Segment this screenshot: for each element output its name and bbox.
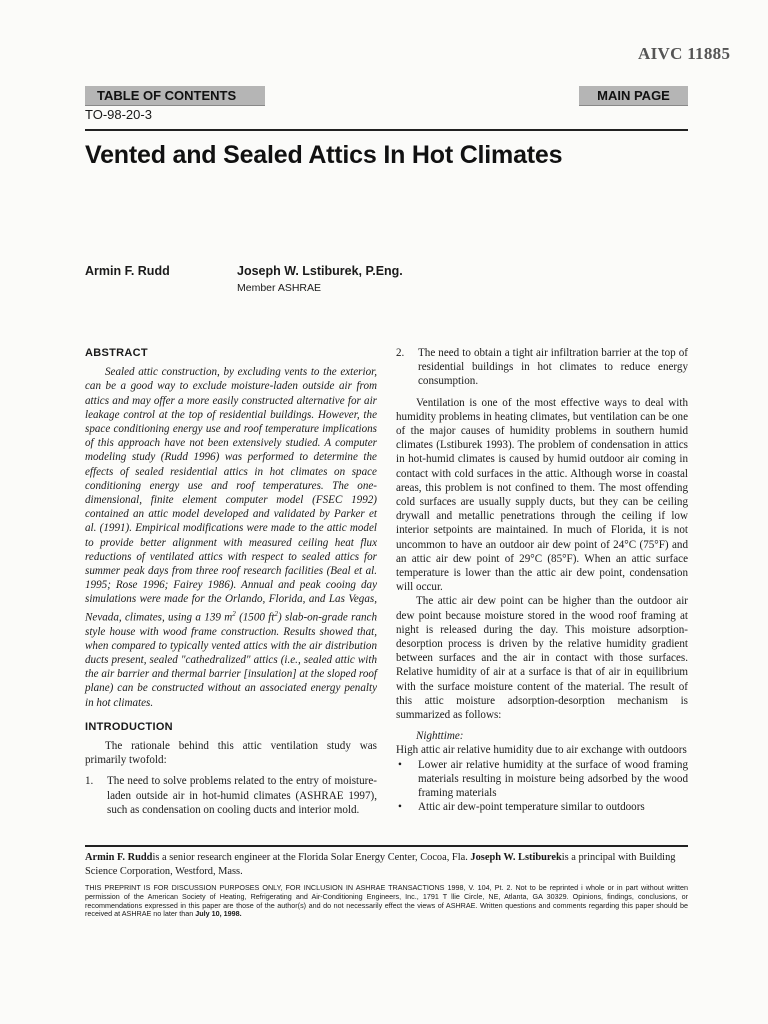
introduction-heading: INTRODUCTION: [85, 720, 173, 733]
list-item: 2. The need to obtain a tight air infiltration barrier at the top of residential buildings in hot climates to reduce energy consumption.: [396, 347, 688, 388]
abstract-text: Sealed attic construction, by excluding vents to the exterior, can be a good way to exclude moisture-laden outside air from attics and may offer a more easily constructed alternative for air leakage control at the top of residential buildings. However, the space conditioning energy use and roof temperature implications of this approach have not been extensively studied. A computer modeling study (Rudd 1996) was performed to determine the effects of sealed residential attics in hot climates on space conditioning energy use and roof temperatures. The one-dimensional, finite element computer model (FSEC 1992) contained an attic model developed and validated by Parker et al. (1991). Empirical modifications were made to the attic model to provide better alignment with measured ceiling heat flux reductions of ventilated attics with respect to sealed attics for summer peak days from three roof research facilities (Beal et al. 1995; Rose 1996; Fairey 1986). Annual and peak cooing day simulations were made for the Orlando, Florida, and Las Vegas, Nevada, climates, using a 139 $m^2$ (1500 $ft^2$) slab-on-grade ranch style house with wood frame construction. Results showed that, when compared to typically vented attics with the air distribution ducts present, sealed "cathedralized" attics (i.e., sealed attic with the air barrier and thermal barrier [insulation] at the sloped roof plane) can be constructed without an associated energy penalty in hot climates.: [85, 366, 378, 709]
footer-divider: [85, 845, 688, 847]
list-item: • Lower air relative humidity at the surface of wood framing materials resulting in moisture being adsorbed by the wood framing materials: [398, 758, 688, 800]
nighttime-label: Nighttime:: [416, 730, 464, 743]
abstract-heading: ABSTRACT: [85, 347, 148, 359]
dew-point-paragraph: The attic air dew point can be higher than the outdoor air dew point because moisture stored in the wood roof framing at night is released during the day. This moisture adsorption-desorption process is driven by the relative humidity gradient between surfaces and the air in contact with those surfaces. Relative humidity of air at a surface is that of air in equilibrium with the surface moisture content of the material. The result of this attic moisture adsorption-desorption mechanism is summarized as follows:: [396, 595, 688, 722]
preprint-notice: THIS PREPRINT IS FOR DISCUSSION PURPOSES ONLY, FOR INCLUSION IN ASHRAE TRANSACTIONS 1998, V. 104, Pt. 2. Not to be reprinted i whole or in part without written permission of the American Society of Heating, Refrigerating and Air-Conditioning Engineers, Inc., 1791 T llie Circle, NE, Atlanta, GA 30329. Opinions, findings, conclusions, or recommendations expressed in this paper are those of the author(s) and do not necessarily effect the views of ASHRAE. Written questions and comments regarding this paper should be received at ASHRAE no later than July 10, 1998.: [85, 883, 688, 919]
ventilation-paragraph: Ventilation is one of the most effective ways to deal with humidity problems in heating climates, but ventilation can be one of the major causes of humidity problems in southern humid climates (Lstiburek 1993). The problem of condensation in attics in hot-humid climates is caused by humid outdoor air coming in contact with cold surfaces in the attic. Although worse in coastal areas, this problem is not confined to them. The most offending cold surfaces are usually supply ducts, but they can be ceiling drywall and metallic penetrations through the ceiling if low interior setpoints are maintained. In much of Florida, it is not uncommon to have an outdoor air dew point of 24°C (75°F) and an attic air dew point of 29°C (85°F). When an attic surface temperature is lower than the attic air dew point, condensation will occur.: [396, 396, 688, 594]
rationale-list-continued: [396, 346, 688, 389]
rationale-list: [85, 774, 377, 817]
author-lstiburek: Joseph W. Lstiburek, P.Eng.: [237, 264, 403, 278]
author-rudd: Armin F. Rudd: [85, 264, 170, 278]
list-item: • Attic air dew-point temperature similar to outdoors: [398, 801, 645, 814]
author-bio: Armin F. Ruddis a senior research engineer at the Florida Solar Energy Center, Cocoa, Fla. Joseph W. Lstiburekis a principal with Building Science Corporation, Westford, Mass.: [85, 852, 676, 877]
introduction-lead: The rationale behind this attic ventilation study was primarily twofold:: [85, 739, 377, 767]
aivc-reference: AIVC 11885: [638, 44, 731, 63]
right-column: [396, 346, 688, 815]
left-column: [85, 346, 377, 817]
document-number: TO-98-20-3: [85, 107, 152, 122]
nighttime-bullets: [396, 758, 688, 815]
header-divider: [85, 129, 688, 131]
nighttime-lead: High attic air relative humidity due to air exchange with outdoors: [396, 744, 687, 757]
main-page-button[interactable]: MAIN PAGE: [579, 86, 688, 106]
paper-title: Vented and Sealed Attics In Hot Climates: [85, 141, 563, 169]
author-lstiburek-role: Member ASHRAE: [237, 282, 322, 294]
table-of-contents-button[interactable]: TABLE OF CONTENTS: [85, 86, 265, 106]
list-item: 1. The need to solve problems related to the entry of moisture-laden outside air in hot-humid climates (ASHRAE 1997), such as condensation on cooling ducts and interior mold.: [85, 775, 377, 816]
